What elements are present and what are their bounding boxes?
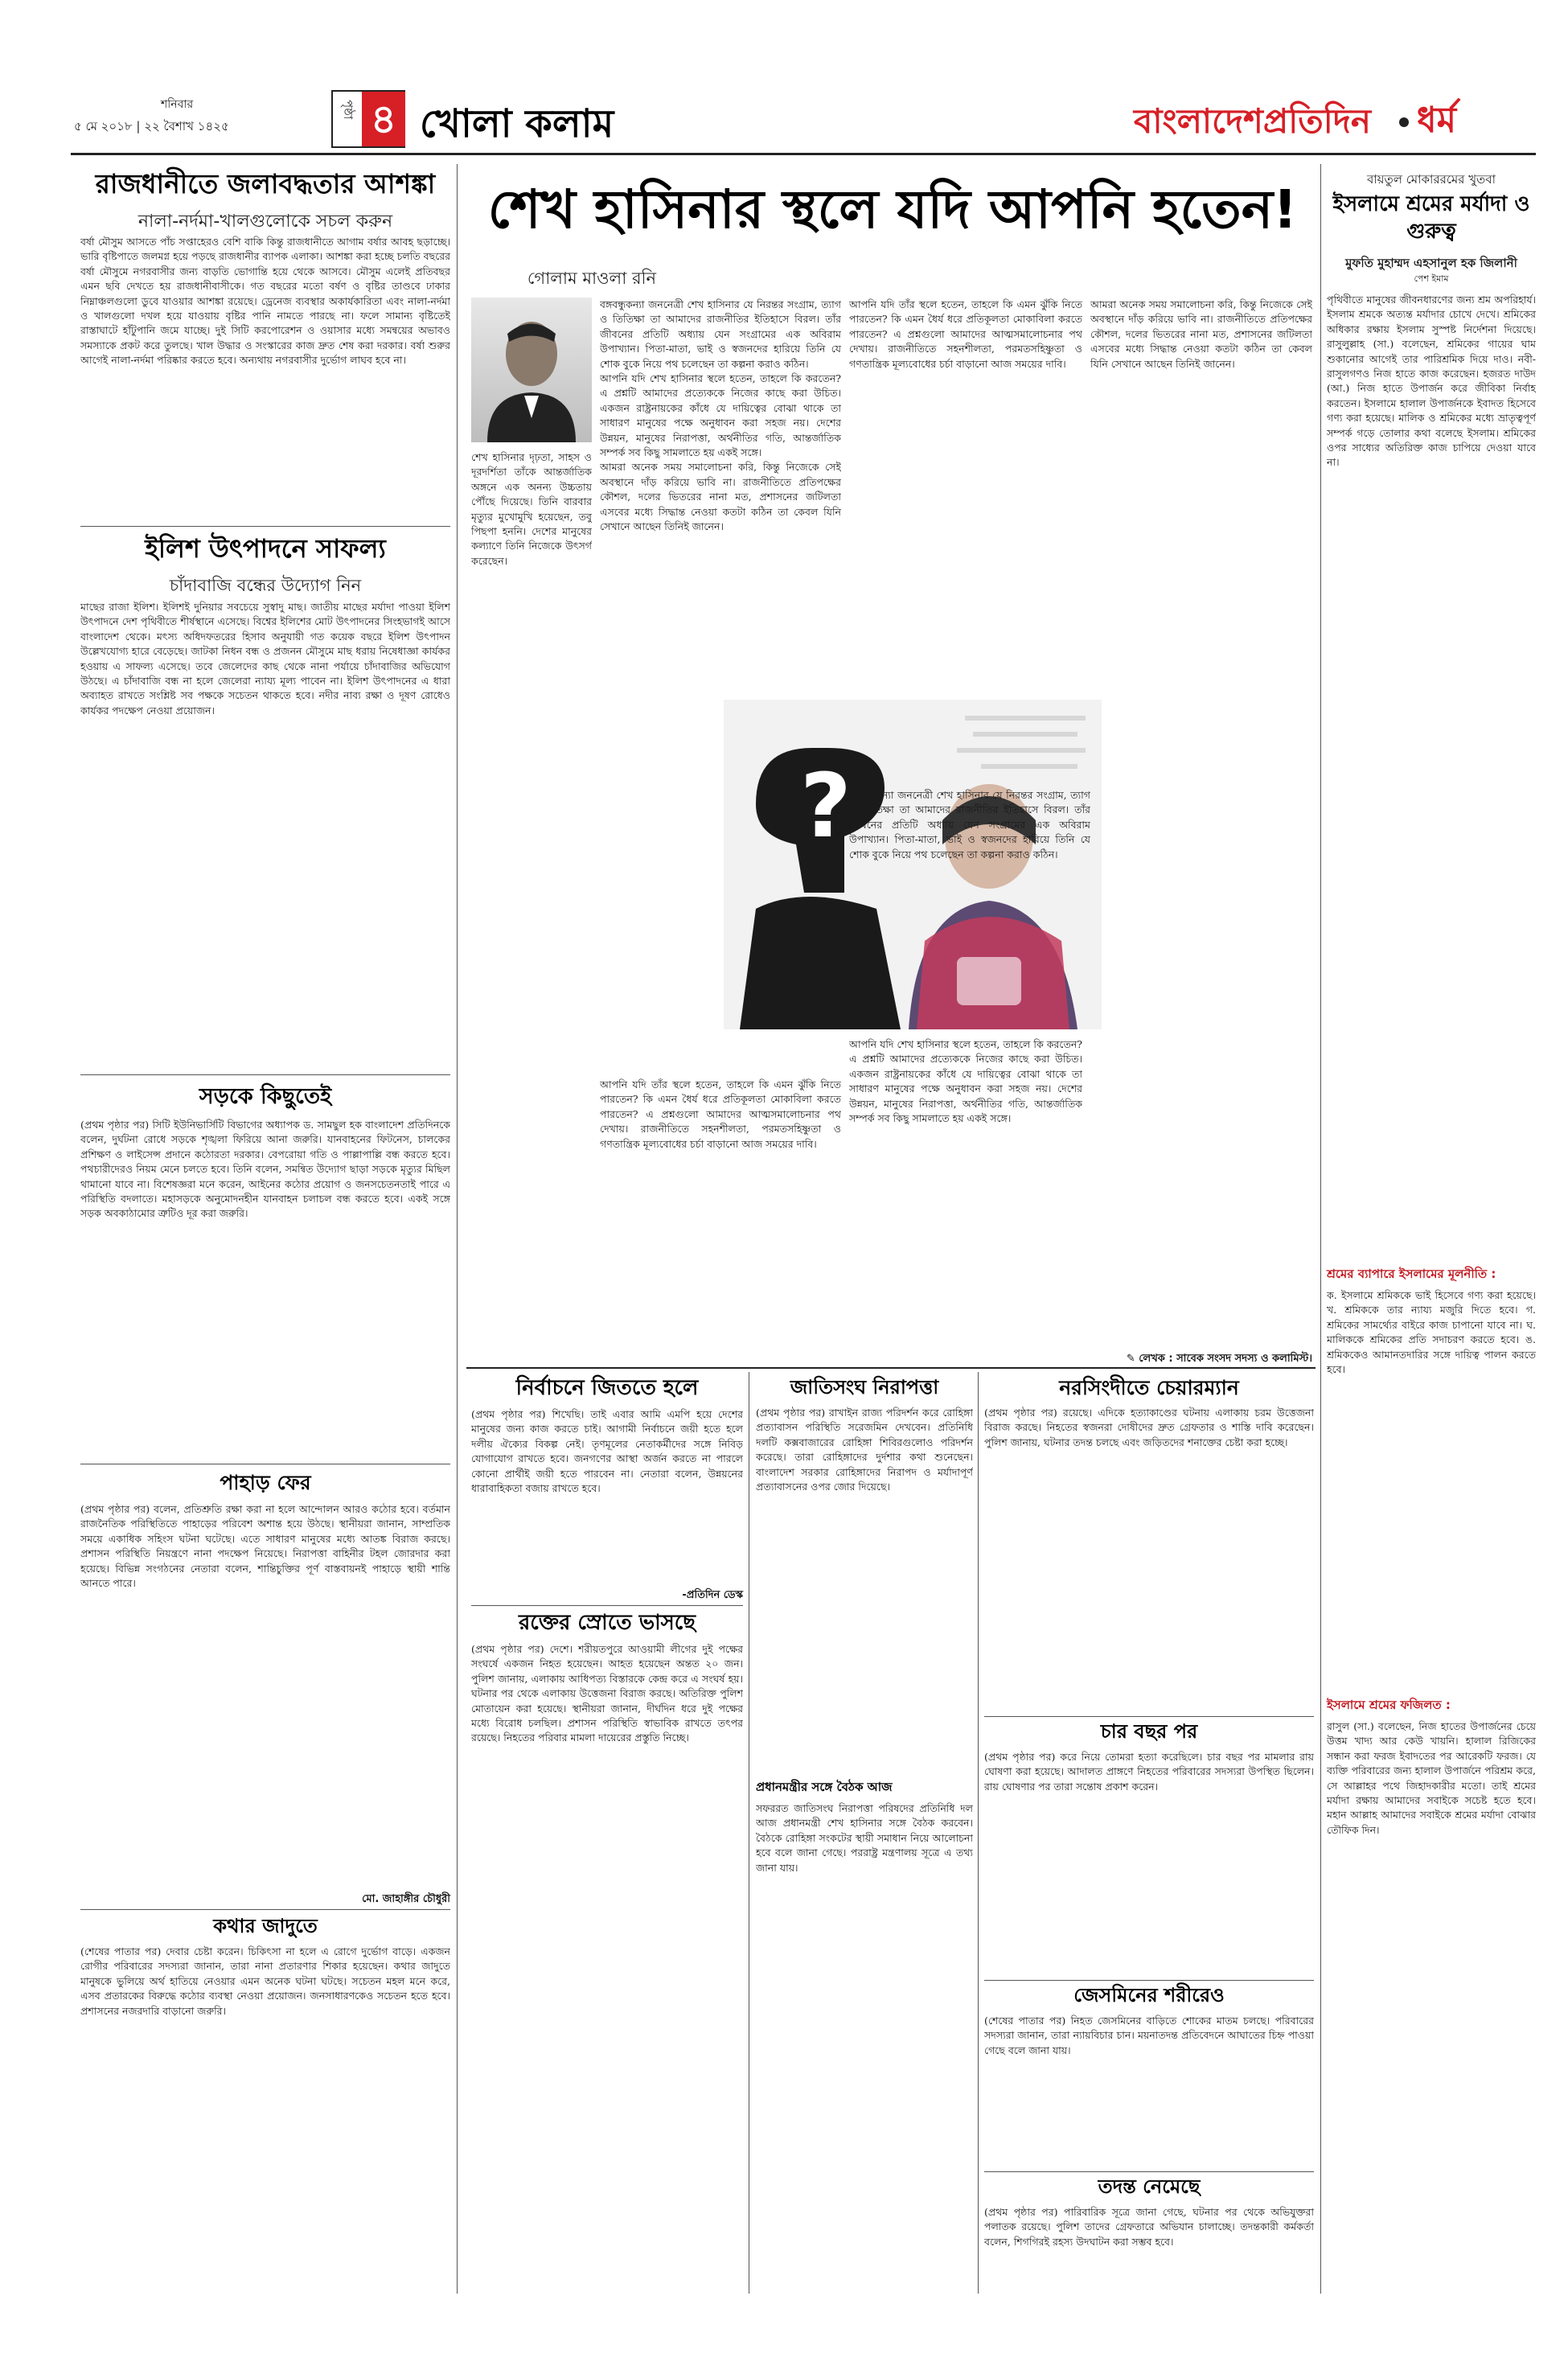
a5-body: (প্রথম পৃষ্ঠার পর) করে নিয়ে তোমরা হত্যা করেছিলে। চার বছর পর মামলার রায় ঘোষণা করা হয়েছে। আদালত প্রাঙ্গণে নিহতের পরিবারের সদস্যরা উপস্থিত ছিলেন। রায় ঘোষণার পর তারা সন্তোষ প্রকাশ করেন। [984,1751,1314,1793]
main-headline: শেখ হাসিনার স্থলে যদি আপনি হতেন! [487,179,1298,240]
a3-subhead: প্রধানমন্ত্রীর সঙ্গে বৈঠক আজ [756,1780,893,1794]
main-body-col1b [471,450,592,1335]
a3-headline: জাতিসংঘ নিরাপত্তা [790,1376,939,1399]
a6-headline: জেসমিনের শরীরেও [1073,1984,1225,2006]
main-body-bottom1 [600,1078,841,1343]
right-kicker: বায়তুল মোকাররমের খুতবা [1366,172,1496,187]
a1-credit: -প্রতিদিন ডেস্ক [682,1589,743,1601]
main-para-2: আমরা অনেক সময় সমালোচনা করি, কিন্তু নিজেকে সেই অবস্থানে দাঁড় করিয়ে ভাবি না। রাজনীতিতে প্রতিপক্ষের কৌশল, দলের ভিতরের নানা মত, প্রশাসনের জটিলতা এসবের মধ্যে সিদ্ধান্ত নেওয়া কতটা কঠিন তা কেবল যিনি সেখানে আছেন তিনিই জানেন। [600,461,841,533]
art4-rule [80,1909,450,1910]
author-byline [471,265,712,294]
art4-body: (প্রথম পৃষ্ঠার পর) বলেন, প্রতিশ্রুতি রক্ষা করা না হলে আন্দোলন আরও কঠোর হবে। বর্তমান রাজনৈতিক পরিস্থিতিতে পাহাড়ের পরিবেশ অশান্ত হয়ে উঠছে। স্থানীয়রা জানান, সাম্প্রতিক সময়ে একাধিক সহিংস ঘটনা ঘটেছে। এতে সাধারণ মানুষের মধ্যে আতঙ্ক বিরাজ করছে। প্রশাসন পরিস্থিতি নিয়ন্ত্রণে নানা পদক্ষেপ নিয়েছে। নিরাপত্তা বাহিনীর টহল জোরদার করা হয়েছে। বিভিন্ন সংগঠনের নেতারা বলেন, শান্তিচুক্তির পূর্ণ বাস্তবায়নই পাহাড়ে স্থায়ী শান্তি আনতে পারে। [80,1503,450,1590]
main-body-bottom2 [849,1037,1082,1343]
main-para-3: শেখ হাসিনার দৃঢ়তা, সাহস ও দূরদর্শিতা তাঁকে আন্তর্জাতিক অঙ্গনে এক অনন্য উচ্চতায় পৌঁছে দিয়েছে। তিনি বারবার মৃত্যুর মুখোমুখি হয়েছেন, তবু পিছপা হননি। দেশের মানুষের কল্যাণে তিনি নিজেকে উৎসর্গ করেছেন। [471,451,592,567]
a4-headline: নরসিংদীতে চেয়ারম্যান [1059,1376,1239,1399]
a4-body: (প্রথম পৃষ্ঠার পর) রয়েছে। এদিকে হত্যাকাণ্ডের ঘটনায় এলাকায় চরম উত্তেজনা বিরাজ করছে। নিহতের স্বজনরা দোষীদের দ্রুত গ্রেফতার ও শাস্তি দাবি করেছেন। পুলিশ জানায়, ঘটনার তদন্ত চলছে এবং জড়িতদের শনাক্তের চেষ্টা করা হচ্ছে। [984,1407,1314,1448]
author-name: গোলাম মাওলা রনি [527,269,657,288]
main-para-1b: আপনি যদি শেখ হাসিনার স্থলে হতেন, তাহলে কি করতেন? এ প্রশ্নটি আমাদের প্রত্যেককে নিজের কাছে করা উচিত। একজন রাষ্ট্রনায়কের কাঁধে যে দায়িত্বের বোঝা থাকে তা সাধারণ মানুষের পক্ষে অনুধাবন করা সহজ নয়। দেশের উন্নয়ন, মানুষের নিরাপত্তা, অর্থনীতির গতি, আন্তর্জাতিক সম্পর্ক সব কিছু সামলাতে হয় একই সঙ্গে। [849,1038,1082,1125]
left-col-divider [457,164,458,2294]
art5-headline: কথার জাদুতে [213,1915,318,1937]
art2-body: মাছের রাজা ইলিশ। ইলিশই দুনিয়ার সবচেয়ে সুস্বাদু মাছ। জাতীয় মাছের মর্যাদা পাওয়া ইলিশ উৎপাদনে দেশ পৃথিবীতে শীর্ষস্থানে এসেছে। বিশ্বের ইলিশের মোট উৎপাদনের সিংহভাগই আসে বাংলাদেশ থেকে। মৎস্য অধিদফতরের হিসাব অনুযায়ী গত কয়েক বছরে ইলিশ উৎপাদন উল্লেখযোগ্য হারে বেড়েছে। জাটকা নিধন বন্ধ ও প্রজনন মৌসুমে মাছ ধরায় নিষেধাজ্ঞা কার্যকর হওয়ায় এ সাফল্য এসেছে। তবে জেলেদের কাছ থেকে নানা পর্যায়ে চাঁদাবাজির অভিযোগ উঠছে। এ চাঁদাবাজি বন্ধ না হলে জেলেরা ন্যায্য মূল্য পাবেন না। ইলিশ উৎপাদনের এ ধারা অব্যাহত রাখতে সংশ্লিষ্ট সব পক্ষকে সচেতন থাকতে হবে। নদীর নাব্য রক্ষা ও দূষণ রোধেও কার্যকর পদক্ষেপ নেওয়া প্রয়োজন। [80,601,450,717]
art3-body: (প্রথম পৃষ্ঠার পর) সিটি ইউনিভার্সিটি বিভাগের অধ্যাপক ড. সামছুল হক বাংলাদেশ প্রতিদিনকে বলেন, দুর্ঘটনা রোধে সড়কে শৃঙ্খলা ফিরিয়ে আনা জরুরি। যানবাহনের ফিটনেস, চালকের প্রশিক্ষণ ও লাইসেন্স প্রদানে কঠোরতা দরকার। বেপরোয়া গতি ও পাল্লাপাল্লি বন্ধ করতে হবে। পথচারীদেরও নিয়ম মেনে চলতে হবে। তিনি বলেন, সমন্বিত উদ্যোগ ছাড়া সড়কে মৃত্যুর মিছিল থামানো যাবে না। বিশেষজ্ঞরা মনে করেন, আইনের কঠোর প্রয়োগ ও জনসচেতনতাই পারে এ পরিস্থিতি বদলাতে। মহাসড়কে অনুমোদনহীন যানবাহন চলাচল বন্ধ করতে হবে। একই সঙ্গে সড়ক অবকাঠামোর ত্রুটিও দূর করা জরুরি। [80,1119,450,1220]
art1-rule [80,526,450,527]
right-subhead1: শ্রমের ব্যাপারে ইসলামের মূলনীতি : [1327,1267,1496,1281]
right-author-note: পেশ ইমাম [1414,273,1449,284]
main-para-0b: বঙ্গবন্ধুকন্যা জননেত্রী শেখ হাসিনার যে নিরন্তর সংগ্রাম, ত্যাগ ও তিতিক্ষা তা আমাদের রাজনীতির ইতিহাসে বিরল। তাঁর জীবনের প্রতিটি অধ্যায় যেন সংগ্রামের এক অবিরাম উপাখ্যান। পিতা-মাতা, ভাই ও স্বজনদের হারিয়ে তিনি যে শোক বুকে নিয়ে পথ চলেছেন তা কল্পনা করাও কঠিন। [849,789,1090,860]
paper-logo-left: বাংলাদেশ [1134,101,1263,141]
paper-logo-right: প্রতিদিন [1262,101,1371,141]
header-rule [71,153,1536,155]
a5-rule [984,1980,1314,1981]
right-body3: রাসুল (সা.) বলেছেন, নিজ হাতের উপার্জনের চেয়ে উত্তম খাদ্য আর কেউ খায়নি। হালাল রিজিকের সন্ধান করা ফরজ ইবাদতের পর আরেকটি ফরজ। যে ব্যক্তি পরিবারের জন্য হালাল উপার্জনে পরিশ্রম করে, সে আল্লাহর পথে জিহাদকারীর মতো। তাই শ্রমের মর্যাদা রক্ষায় আমাদের সবাইকে সচেষ্ট হতে হবে। মহান আল্লাহ আমাদের সবাইকে শ্রমের মর্যাদা বোঝার তৌফিক দিন। [1327,1720,1536,1836]
main-para-4: আপনি যদি তাঁর স্থলে হতেন, তাহলে কি এমন ঝুঁকি নিতে পারতেন? কি এমন ধৈর্য ধরে প্রতিকূলতা মোকাবিলা করতে পারতেন? এ প্রশ্নগুলো আমাদের আত্মসমালোচনার পথ দেখায়। রাজনীতিতে সহনশীলতা, পরমতসহিষ্ণুতা ও গণতান্ত্রিক মূল্যবোধের চর্চা বাড়ানো আজ সময়ের দাবি। [849,298,1082,370]
issue-day: শনিবার [161,98,194,111]
main-body-col4 [849,788,1090,1029]
art2-rule [80,1074,450,1075]
main-para-1: আপনি যদি শেখ হাসিনার স্থলে হতেন, তাহলে কি করতেন? এ প্রশ্নটি আমাদের প্রত্যেককে নিজের কাছে করা উচিত। একজন রাষ্ট্রনায়কের কাঁধে যে দায়িত্বের বোঝা থাকে তা সাধারণ মানুষের পক্ষে অনুধাবন করা সহজ নয়। দেশের উন্নয়ন, মানুষের নিরাপত্তা, অর্থনীতির গতি, আন্তর্জাতিক সম্পর্ক সব কিছু সামলাতে হয় একই সঙ্গে। [600,372,841,459]
author-credit: লেখক : সাবেক সংসদ সদস্য ও কলামিস্ট। [1139,1353,1312,1365]
pencil-icon: ✎ [1126,1353,1139,1365]
page-word: পৃষ্ঠা [341,100,355,120]
page-number: ৪ [362,92,405,146]
a4-rule [984,1716,1314,1717]
author-portrait-icon [471,298,592,442]
author-photo [471,298,592,442]
right-author: মুফতি মুহাম্মদ এহসানুল হক জিলানী [1345,256,1517,270]
svg-text:?: ? [800,754,852,857]
a1-headline: নির্বাচনে জিততে হলে [515,1376,699,1400]
right-col-divider [1320,164,1321,2294]
right-body2: ক. ইসলামে শ্রমিককে ভাই হিসেবে গণ্য করা হয়েছে। খ. শ্রমিককে তার ন্যায্য মজুরি দিতে হবে। গ. শ্রমিকের সামর্থ্যের বাইরে কাজ চাপানো যাবে না। ঘ. মালিককে শ্রমিকের প্রতি সদাচরণ করতে হবে। ঙ. শ্রমিককেও আমানতদারির সঙ্গে দায়িত্ব পালন করতে হবে। [1327,1289,1536,1376]
a1-rule [471,1605,743,1606]
main-bottom-rule [466,1367,1316,1369]
issue-date: ৫ মে ২০১৮ | ২২ বৈশাখ ১৪২৫ [74,119,229,133]
main-para-4b: আপনি যদি তাঁর স্থলে হতেন, তাহলে কি এমন ঝুঁকি নিতে পারতেন? কি এমন ধৈর্য ধরে প্রতিকূলতা মোকাবিলা করতে পারতেন? এ প্রশ্নগুলো আমাদের আত্মসমালোচনার পথ দেখায়। রাজনীতিতে সহনশীলতা, পরমতসহিষ্ণুতা ও গণতান্ত্রিক মূল্যবোধের চর্চা বাড়ানো আজ সময়ের দাবি। [600,1078,841,1150]
art2-subhead: চাঁদাবাজি বন্ধের উদ্যোগ নিন [169,576,362,595]
a5-headline: চার বছর পর [1100,1720,1198,1743]
a7-headline: তদন্ত নেমেছে [1098,2175,1201,2198]
art5-body: (শেষের পাতার পর) দেবার চেষ্টা করেন। চিকিৎসা না হলে এ রোগে দুর্ভোগ বাড়ে। একজন রোগীর পরিবারের সদস্যরা জানান, তারা নানা প্রতারণার শিকার হয়েছেন। কথার জাদুতে মানুষকে ভুলিয়ে অর্থ হাতিয়ে নেওয়ার এমন অনেক ঘটনা ঘটছে। সচেতন মহল মনে করে, এসব প্রতারকের বিরুদ্ধে কঠোর ব্যবস্থা নেওয়া প্রয়োজন। জনসাধারণকেও সচেতন হতে হবে। প্রশাসনের নজরদারি বাড়ানো জরুরি। [80,1945,450,2017]
a1-body: (প্রথম পৃষ্ঠার পর) শিখেছি। তাই এবার আমি এমপি হয়ে দেশের মানুষের জন্য কাজ করতে চাই। আগামী নির্বাচনে জয়ী হতে হলে দলীয় ঐক্যের বিকল্প নেই। তৃণমূলের নেতাকর্মীদের সঙ্গে নিবিড় যোগাযোগ রাখতে হবে। জনগণের আস্থা অর্জন করতে না পারলে কোনো প্রার্থীই জয়ী হতে পারবেন না। নেতারা বলেন, উন্নয়নের ধারাবাহিকতা বজায় রাখতে হবে। [471,1408,743,1495]
paper-logo [1134,95,1371,152]
main-footer-note [1090,1351,1312,1368]
a3-body: (প্রথম পৃষ্ঠার পর) রাখাইন রাজ্য পরিদর্শন করে রোহিঙ্গা প্রত্যাবাসন পরিস্থিতি সরেজমিন দেখবেন। প্রতিনিধি দলটি কক্সবাজারের রোহিঙ্গা শিবিরগুলোও পরিদর্শন করেছে। তারা রোহিঙ্গাদের দুর্দশার কথা শুনেছেন। বাংলাদেশ সরকার রোহিঙ্গাদের নিরাপদ ও মর্যাদাপূর্ণ প্রত্যাবাসনের ওপর জোর দিয়েছে। [756,1407,973,1493]
a2-body: (প্রথম পৃষ্ঠার পর) দেশে। শরীয়তপুরে আওয়ামী লীগের দুই পক্ষের সংঘর্ষে একজন নিহত হয়েছেন। আহত হয়েছেন অন্তত ২০ জন। পুলিশ জানায়, এলাকায় আধিপত্য বিস্তারকে কেন্দ্র করে এ সংঘর্ষ হয়। ঘটনার পর থেকে এলাকায় উত্তেজনা বিরাজ করছে। অতিরিক্ত পুলিশ মোতায়েন করা হয়েছে। স্থানীয়রা জানান, দীর্ঘদিন ধরে দুই পক্ষের মধ্যে বিরোধ চলছিল। প্রশাসন পরিস্থিতি স্বাভাবিক রাখতে তৎপর রয়েছে। নিহতের পরিবার মামলা দায়েরের প্রস্তুতি নিচ্ছে। [471,1643,743,1744]
art2-headline: ইলিশ উৎপাদনে সাফল্য [145,533,386,564]
lower-divider-2 [978,1372,979,2294]
main-para-2b: আমরা অনেক সময় সমালোচনা করি, কিন্তু নিজেকে সেই অবস্থানে দাঁড় করিয়ে ভাবি না। রাজনীতিতে প্রতিপক্ষের কৌশল, দলের ভিতরের নানা মত, প্রশাসনের জটিলতা এসবের মধ্যে সিদ্ধান্ত নেওয়া কতটা কঠিন তা কেবল যিনি সেখানে আছেন তিনিই জানেন। [1090,298,1312,370]
main-body-col3 [1090,298,1312,1343]
main-para-0: বঙ্গবন্ধুকন্যা জননেত্রী শেখ হাসিনার যে নিরন্তর সংগ্রাম, ত্যাগ ও তিতিক্ষা তা আমাদের রাজনীতির ইতিহাসে বিরল। তাঁর জীবনের প্রতিটি অধ্যায় যেন সংগ্রামের এক অবিরাম উপাখ্যান। পিতা-মাতা, ভাই ও স্বজনদের হারিয়ে তিনি যে শোক বুকে নিয়ে পথ চলেছেন তা কল্পনা করাও কঠিন। [600,298,841,370]
art1-subhead: নালা-নর্দমা-খালগুলোকে সচল করুন [138,212,393,232]
a2-headline: রক্তের স্রোতে ভাসছে [518,1611,696,1635]
art4-byline: মো. জাহাঙ্গীর চৌধুরী [362,1893,450,1905]
art4-headline: পাহাড় ফের [220,1471,311,1494]
a6-body: (শেষের পাতার পর) নিহত জেসমিনের বাড়িতে শোকের মাতম চলছে। পরিবারের সদস্যরা জানান, তারা ন্যায়বিচার চান। ময়নাতদন্ত প্রতিবেদনে আঘাতের চিহ্ন পাওয়া গেছে বলে জানা যায়। [984,2015,1314,2056]
a3-body2: সফররত জাতিসংঘ নিরাপত্তা পরিষদের প্রতিনিধি দল আজ প্রধানমন্ত্রী শেখ হাসিনার সঙ্গে বৈঠক করবেন। বৈঠকে রোহিঙ্গা সংকটের স্থায়ী সমাধান নিয়ে আলোচনা হবে বলে জানা গেছে। পররাষ্ট্র মন্ত্রণালয় সূত্রে এ তথ্য জানা যায়। [756,1802,973,1874]
right-headline: ইসলামে শ্রমের মর্যাদা ও গুরুত্ব [1332,192,1530,244]
right-body: পৃথিবীতে মানুষের জীবনধারণের জন্য শ্রম অপরিহার্য। ইসলাম শ্রমকে অত্যন্ত মর্যাদার চোখে দেখে। শ্রমিকের অধিকার রক্ষায় ইসলাম সুস্পষ্ট নির্দেশনা দিয়েছে। রাসুলুল্লাহ (সা.) বলেছেন, শ্রমিকের গায়ের ঘাম শুকানোর আগেই তার পারিশ্রমিক দিয়ে দাও। নবী-রাসুলগণও নিজ হাতে কাজ করেছেন। হজরত দাউদ (আ.) নিজ হাতে উপার্জন করে জীবিকা নির্বাহ করতেন। ইসলামে হালাল উপার্জনকে ইবাদত হিসেবে গণ্য করা হয়েছে। মালিক ও শ্রমিকের মধ্যে ভ্রাতৃত্বপূর্ণ সম্পর্ক গড়ে তোলার কথা বলেছে ইসলাম। শ্রমিকের ওপর সাধ্যের অতিরিক্ত কাজ চাপিয়ে দেওয়া যাবে না। [1327,294,1536,469]
right-subhead2: ইসলামে শ্রমের ফজিলত : [1327,1698,1451,1712]
art1-body: বর্ষা মৌসুম আসতে পাঁচ সপ্তাহেরও বেশি বাকি কিন্তু রাজধানীতে আগাম বর্ষার আবহ ছড়াচ্ছে। ভারি বৃষ্টিপাতে জলমগ্ন হয়ে পড়ছে রাজধানীর ব্যাপক এলাকা। আশঙ্কা করা হচ্ছে চলতি বছরের বর্ষা মৌসুমে নগরবাসীর জন্য বাড়তি ভোগান্তি হয়ে থেকে আসবে। মৌসুম এলেই প্রতিবছর এমন ছবি দেখতে হয় রাজধানীবাসীকে। গত বছরের মতো বর্ষণ ও বৃষ্টির তাণ্ডবে ঢাকার নিম্নাঞ্চলগুলো ডুবে যাওয়ার আশঙ্কা রয়েছে। ড্রেনেজ ব্যবস্থার অকার্যকারিতা এবং নালা-নর্দমা ও খালগুলো দখল হয়ে যাওয়ায় বৃষ্টির পানি নামতে পারছে না। ফলে সামান্য বৃষ্টিতেই রাস্তাঘাটে হাঁটুপানি জমে যাচ্ছে। দুই সিটি করপোরেশন ও ওয়াসার মধ্যে সমন্বয়ের অভাবও সমস্যাকে প্রকট করে তুলছে। খাল উদ্ধার ও সংস্কারের কাজ দ্রুত শেষ করা দরকার। বর্ষা শুরুর আগেই নালা-নর্দমা পরিষ্কার করতে হবে। অন্যথায় নগরবাসীর দুর্ভোগ লাঘব হবে না। [80,236,450,367]
category-label: ধর্ম [1417,100,1457,141]
category-dot [1399,117,1409,127]
art1-headline: রাজধানীতে জলাবদ্ধতার আশঙ্কা [95,168,436,199]
art3-headline: সড়কে কিছুতেই [199,1084,332,1109]
a7-body: (প্রথম পৃষ্ঠার পর) পারিবারিক সূত্রে জানা গেছে, ঘটনার পর থেকে অভিযুক্তরা পলাতক রয়েছে। পুলিশ তাদের গ্রেফতারে অভিযান চালাচ্ছে। তদন্তকারী কর্মকর্তা বলেন, শিগগিরই রহস্য উদঘাটন করা সম্ভব হবে। [984,2206,1314,2248]
a6-rule [984,2171,1314,2172]
section-title: খোলা কলাম [420,101,614,146]
page-number-box [331,90,405,148]
